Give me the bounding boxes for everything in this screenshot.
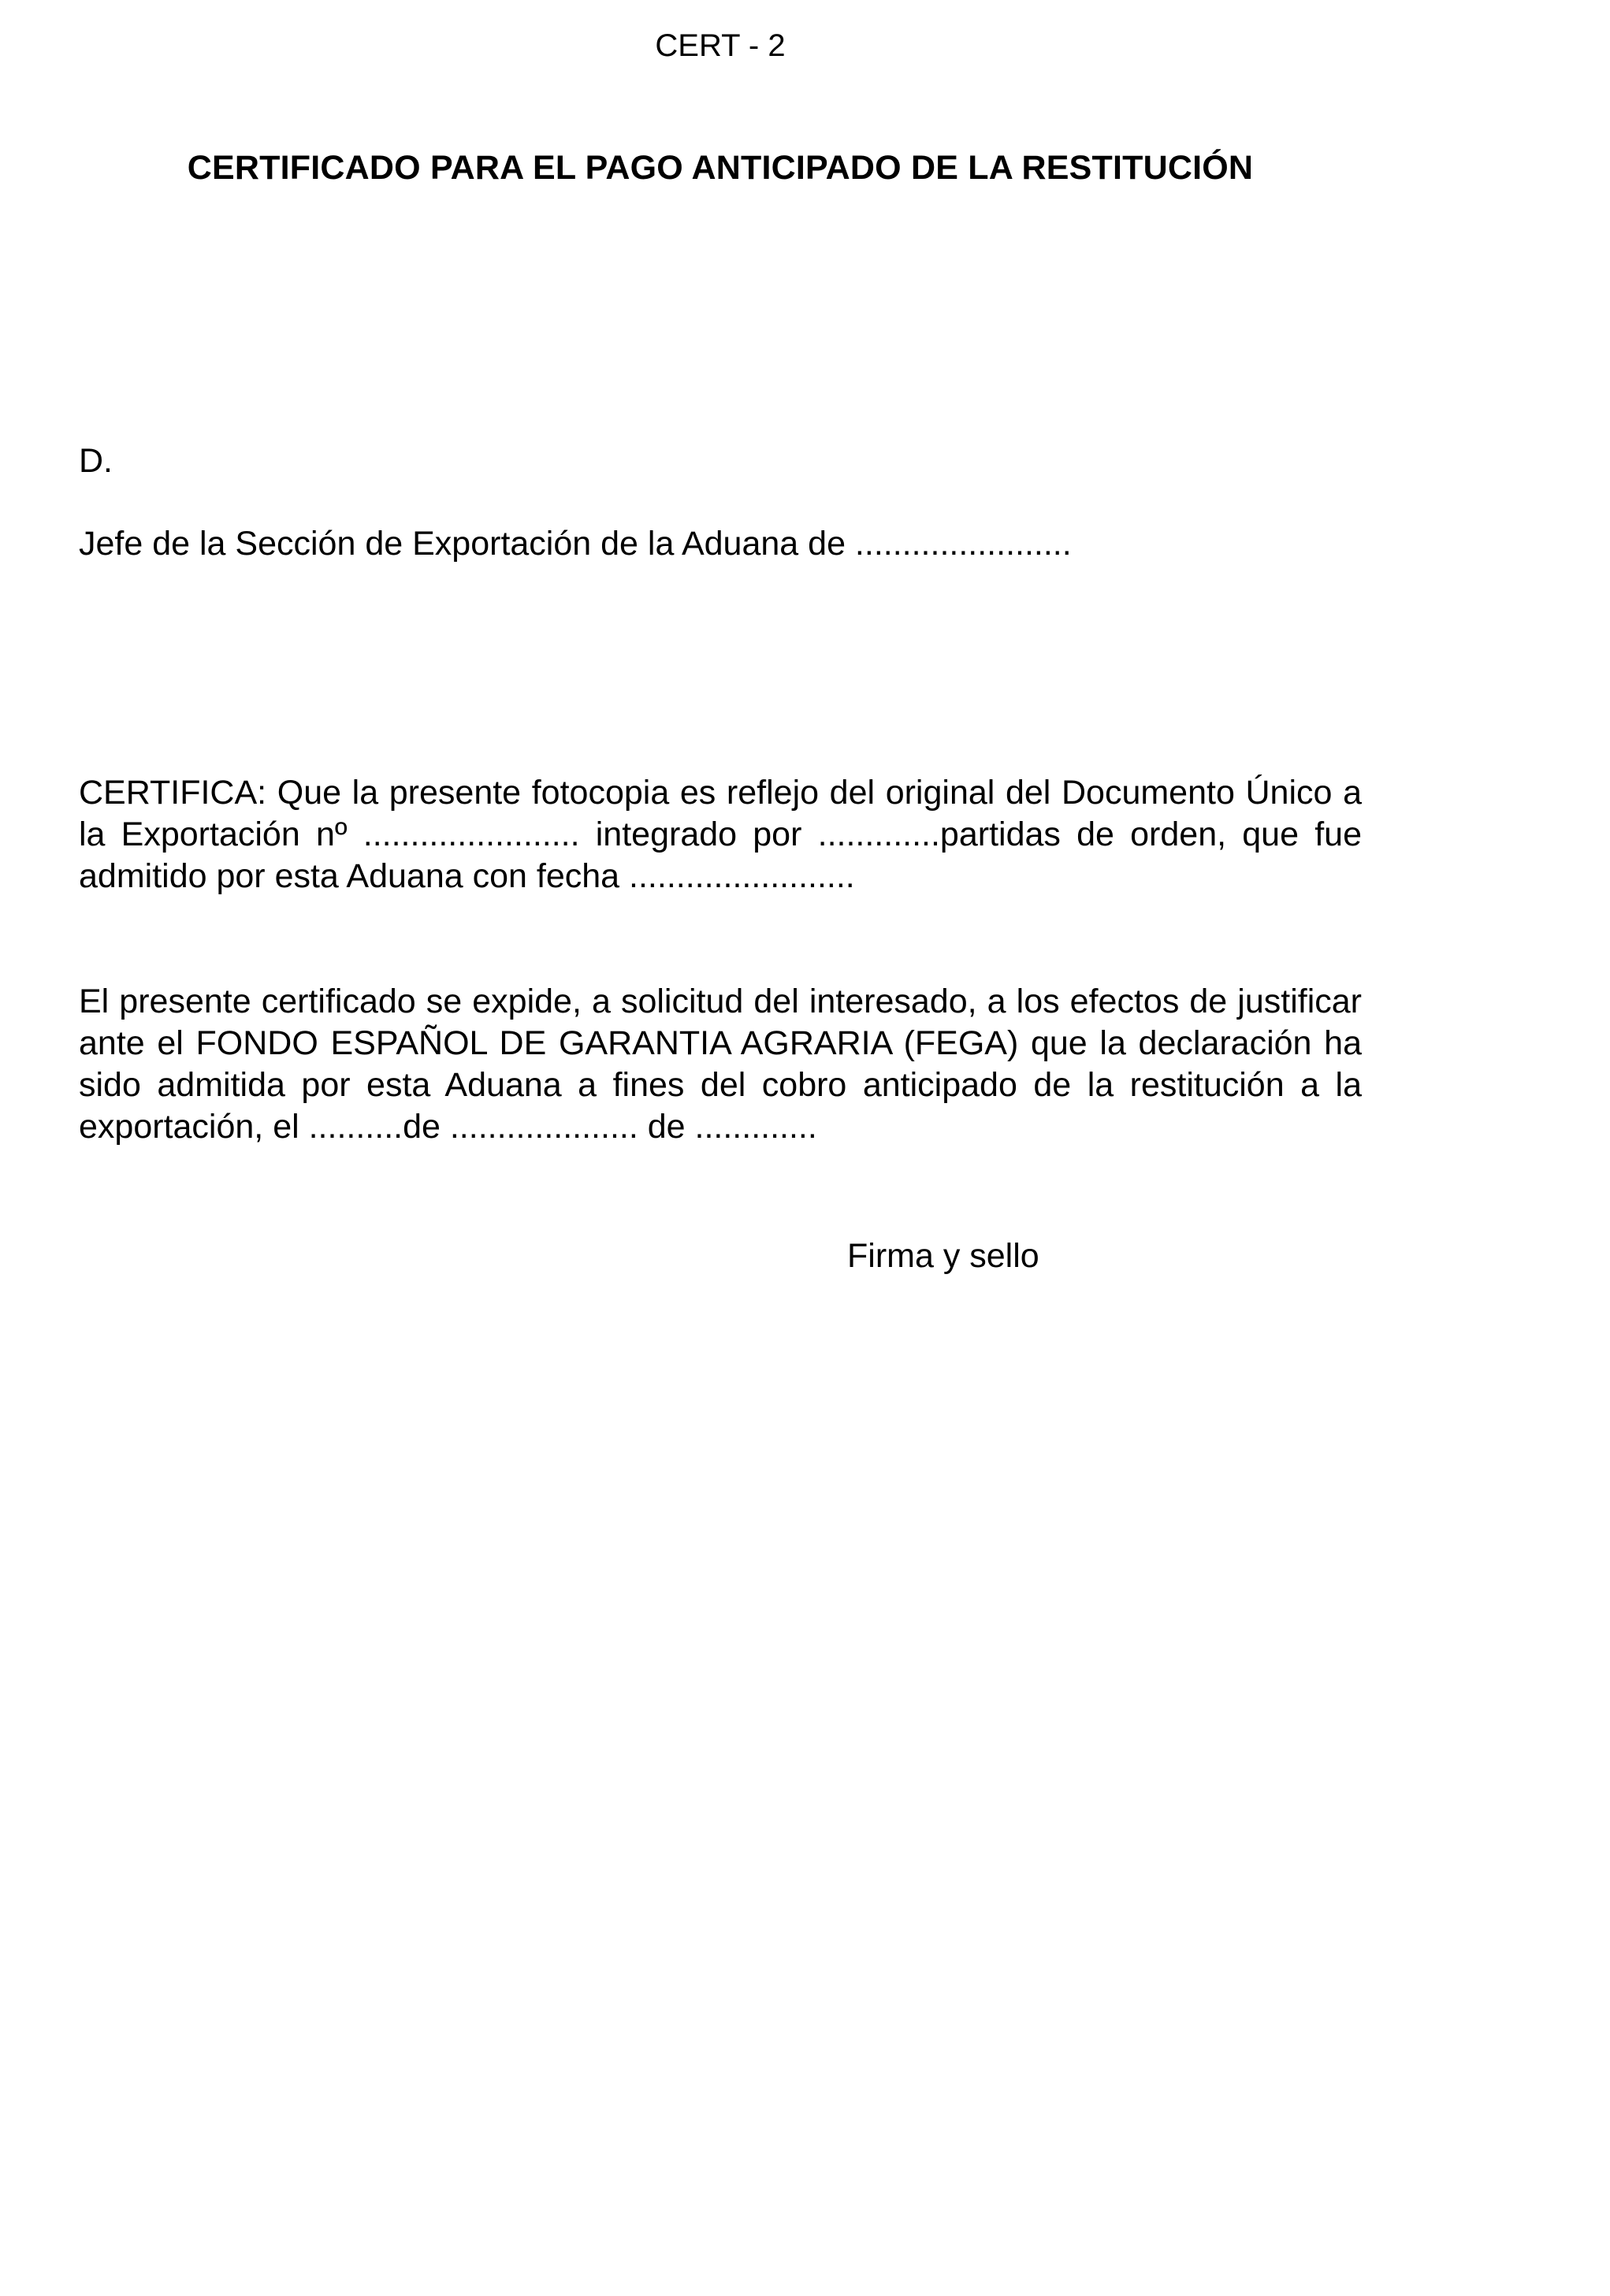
certifica-paragraph: CERTIFICA: Que la presente fotocopia es reflejo del original del Documento Único a la Exportación nº ....................... integrado por .............partidas de orden, que fue admitido por esta Aduana con fecha ........................ <box>79 774 1362 895</box>
document-title: CERTIFICADO PARA EL PAGO ANTICIPADO DE LA RESTITUCIÓN <box>187 149 1254 187</box>
addressee-prefix: D. <box>79 442 113 480</box>
signature-label: Firma y sello <box>847 1237 1039 1275</box>
document-code: CERT - 2 <box>655 28 786 63</box>
purpose-paragraph: El presente certificado se expide, a solicitud del interesado, a los efectos de justificar ante el FONDO ESPAÑOL DE GARANTIA AGRARIA (FEGA) que la declaración ha sido admitida por esta Aduana a fines del cobro anticipado de la restitución a la exportación, el ..........de .................... de ............. <box>79 983 1362 1146</box>
role-line: Jefe de la Sección de Exportación de la Aduana de ....................... <box>79 525 1072 563</box>
